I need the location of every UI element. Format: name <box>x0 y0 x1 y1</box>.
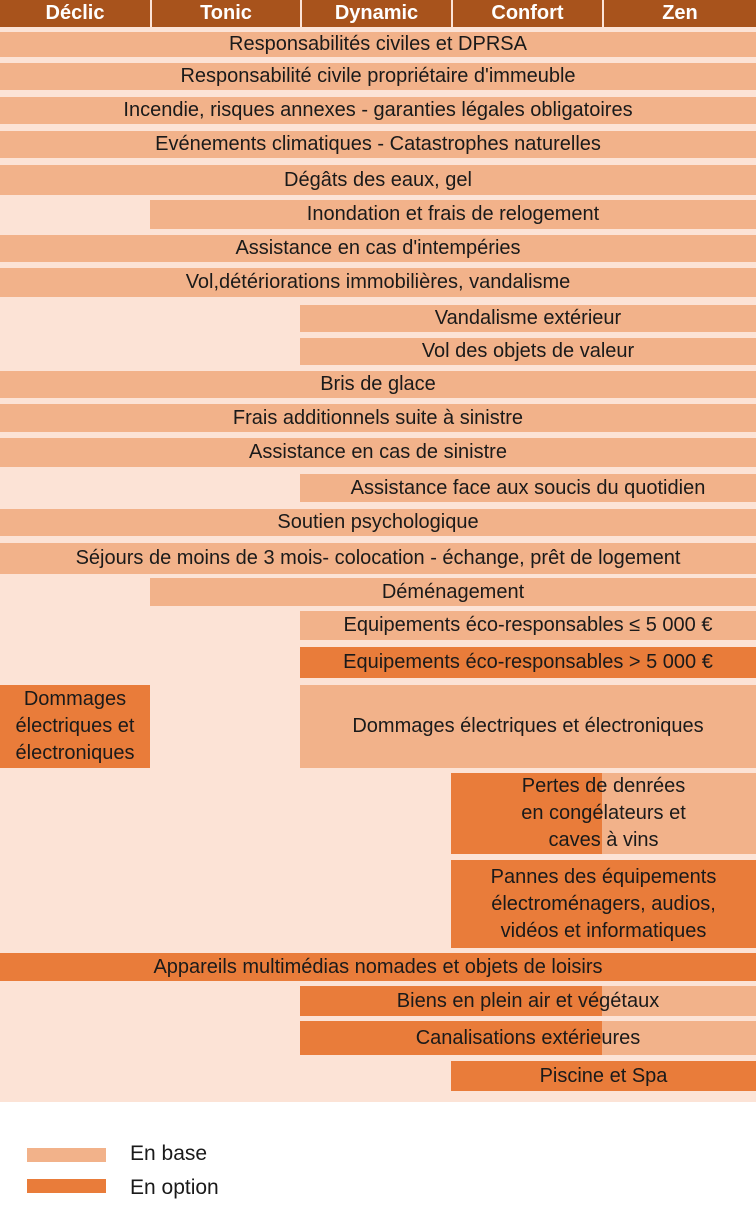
coverage-row <box>451 1061 756 1091</box>
coverage-label: Inondation et frais de relogement <box>306 203 600 225</box>
coverage-label: Séjours de moins de 3 mois- colocation - échange, prêt de logement <box>75 547 681 569</box>
legend-swatch-base <box>27 1148 106 1162</box>
coverage-row <box>0 235 756 262</box>
coverage-label: Equipements éco-responsables ≤ 5 000 € <box>343 614 713 636</box>
coverage-label: Vandalisme extérieur <box>434 307 622 329</box>
coverage-row <box>0 404 756 432</box>
coverage-label: Responsabilité civile propriétaire d'immeuble <box>180 65 576 87</box>
coverage-row <box>150 578 756 606</box>
coverage-row <box>0 63 756 90</box>
coverage-label: Déménagement <box>381 580 525 603</box>
coverage-row <box>0 685 150 768</box>
coverage-row <box>0 97 756 124</box>
legend <box>0 1102 756 1208</box>
coverage-row <box>451 860 756 948</box>
coverage-label: Biens en plein air et végétaux <box>396 989 660 1012</box>
coverage-label: Pertes de denrées en congélateurs et caves à vins <box>521 775 686 851</box>
coverage-row <box>150 200 756 229</box>
header-declic: Déclic <box>0 0 150 27</box>
coverage-label: Pannes des équipements électroménagers, audios, vidéos et informatiques <box>490 865 717 942</box>
coverage-label: Equipements éco-responsables > 5 000 € <box>343 651 713 673</box>
coverage-label: Assistance en cas de sinistre <box>249 441 507 463</box>
coverage-row <box>0 953 756 981</box>
coverage-row <box>300 1021 756 1055</box>
coverage-label: Incendie, risques annexes - garanties légales obligatoires <box>123 99 633 121</box>
coverage-label: Assistance face aux soucis du quotidien <box>350 476 706 499</box>
header-tonic: Tonic <box>150 0 300 27</box>
coverage-label: Dommages électriques et électroniques <box>15 688 135 764</box>
coverage-row <box>0 165 756 195</box>
coverage-row <box>300 647 756 678</box>
coverage-row <box>0 371 756 398</box>
legend-label-option: En option <box>130 1176 219 1199</box>
coverage-label: Assistance en cas d'intempéries <box>235 237 521 259</box>
coverage-label: Responsabilités civiles et DPRSA <box>229 33 527 55</box>
coverage-row <box>0 438 756 467</box>
coverage-row <box>0 32 756 57</box>
coverage-row <box>0 131 756 158</box>
coverage-label: Piscine et Spa <box>539 1064 668 1087</box>
coverage-label: Soutien psychologique <box>277 511 479 533</box>
coverage-label: Dommages électriques et électroniques <box>352 715 704 737</box>
coverage-label: Vol des objets de valeur <box>421 340 635 362</box>
coverage-row <box>0 543 756 574</box>
coverage-label: Canalisations extérieures <box>415 1026 641 1049</box>
coverage-row <box>300 474 756 502</box>
coverage-row <box>300 611 756 640</box>
coverage-label: Vol,détériorations immobilières, vandalisme <box>185 271 571 293</box>
coverage-row <box>300 986 756 1016</box>
header-zen: Zen <box>602 0 756 27</box>
coverage-label: Dégâts des eaux, gel <box>284 168 472 191</box>
coverage-label: Evénements climatiques - Catastrophes naturelles <box>155 133 601 155</box>
legend-label-base: En base <box>130 1142 208 1165</box>
coverage-row <box>300 305 756 332</box>
coverage-label: Frais additionnels suite à sinistre <box>232 406 524 429</box>
header-dynamic: Dynamic <box>300 0 451 27</box>
coverage-row <box>0 268 756 297</box>
legend-swatch-option <box>27 1179 106 1193</box>
coverage-row <box>451 773 756 854</box>
coverage-label: Bris de glace <box>320 373 436 395</box>
header-confort: Confort <box>451 0 602 27</box>
coverage-row <box>0 509 756 536</box>
coverage-row <box>300 338 756 365</box>
coverage-row <box>300 685 756 768</box>
coverage-label: Appareils multimédias nomades et objets de loisirs <box>153 955 603 978</box>
